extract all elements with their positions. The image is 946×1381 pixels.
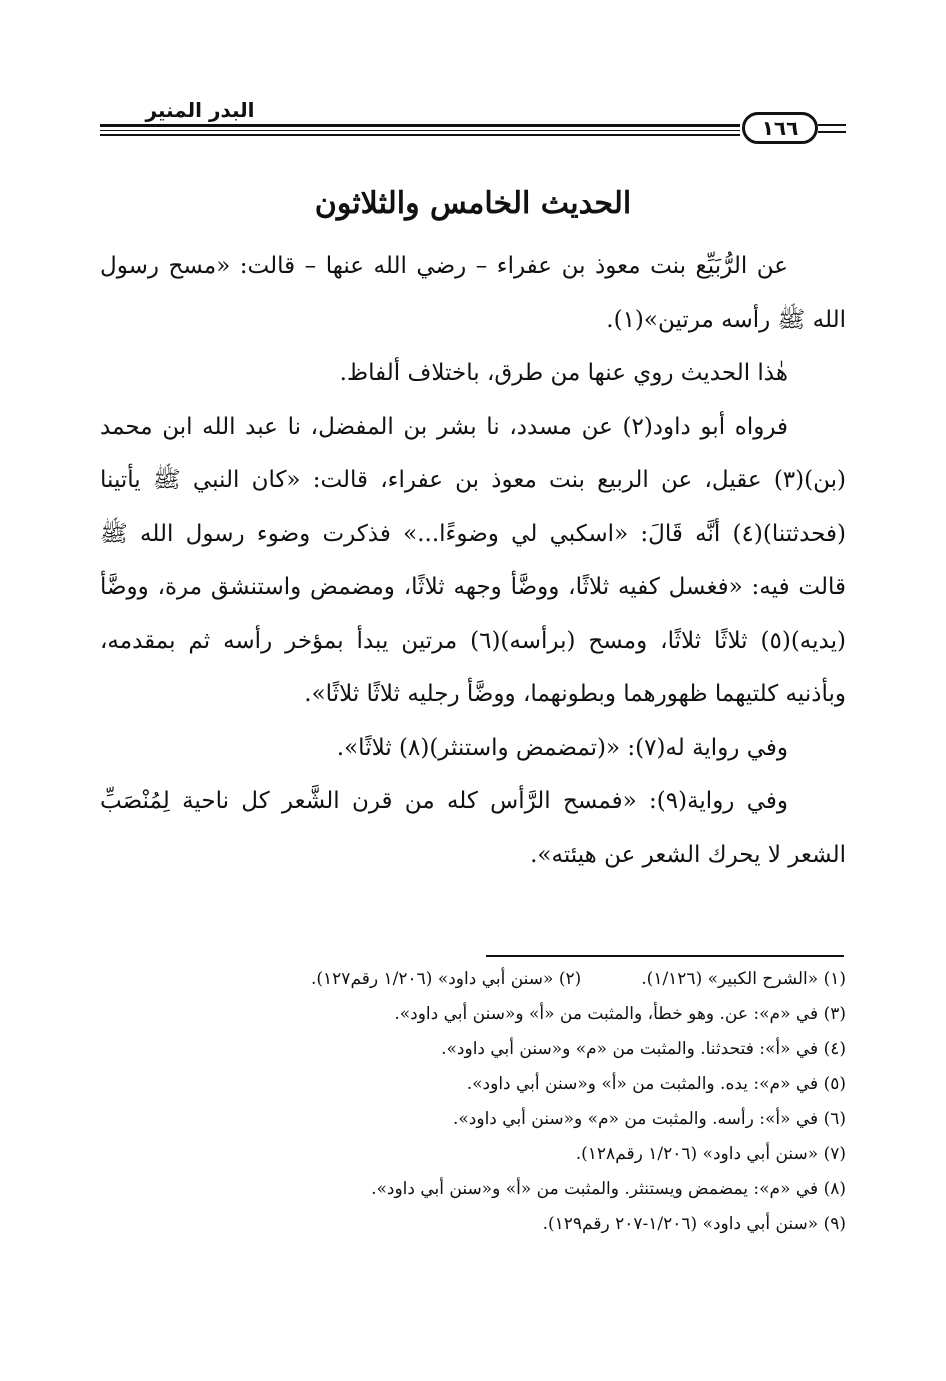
- footnote-row: [100, 962, 846, 997]
- page-number: ١٦٦: [742, 112, 818, 144]
- footnote: (١) «الشرح الكبير» (١/١٢٦).: [641, 969, 846, 989]
- footnote: (٩) «سنن أبي داود» (١/٢٠٦-٢٠٧ رقم١٢٩).: [542, 1214, 846, 1234]
- chapter-title: الحديث الخامس والثلاثون: [314, 186, 632, 221]
- header-rule: [100, 130, 740, 131]
- footnote-separator: [486, 955, 844, 957]
- footnote: (٦) في «أ»: رأسه. والمثبت من «م» و«سنن أبي داود».: [453, 1109, 846, 1129]
- footnotes: [100, 962, 846, 1242]
- header-rule: [100, 124, 740, 127]
- body-text: [100, 240, 846, 882]
- hadith-paragraph: عن الرُّبَيِّع بنت معوذ بن عفراء – رضي الله عنها – قالت: «مسح رسول الله ﷺ رأسه مرتين»(١).: [100, 253, 846, 333]
- body-paragraph: هٰذا الحديث روي عنها من طرق، باختلاف ألفاظ.: [339, 360, 788, 386]
- footnote: (٣) في «م»: عن. وهو خطأ، والمثبت من «أ» و«سنن أبي داود».: [394, 1004, 846, 1024]
- body-paragraph: وفي رواية له(٧): «(تمضمض واستنثر)(٨) ثلاثًا».: [336, 734, 788, 761]
- header-rule: [818, 124, 846, 126]
- footnote: (٤) في «أ»: فتحدثنا. والمثبت من «م» و«سنن أبي داود».: [441, 1039, 846, 1059]
- footnote: (٧) «سنن أبي داود» (١/٢٠٦ رقم١٢٨).: [575, 1144, 846, 1164]
- running-title: البدر المنير: [145, 98, 255, 122]
- footnote: (٥) في «م»: يده. والمثبت من «أ» و«سنن أبي داود».: [466, 1074, 846, 1094]
- body-paragraph: وفي رواية(٩): «فمسح الرَّأس كله من قرن الشَّعر كل ناحية لِمُنْصَبِّ الشعر لا يحرك الشعر عن هيئته».: [100, 788, 846, 868]
- footnote: (٢) «سنن أبي داود» (١/٢٠٦ رقم١٢٧).: [311, 969, 582, 989]
- header-rule: [818, 131, 846, 133]
- header-rule: [100, 134, 740, 136]
- body-paragraph: فرواه أبو داود(٢) عن مسدد، نا بشر بن المفضل، نا عبد الله ابن محمد (بن)(٣) عقيل، عن الربيع بنت معوذ بن عفراء، قالت: «كان النبي ﷺ يأتينا (فحدثتنا)(٤) أنَّه قَالَ: «اسكبي لي وضوءًا...» فذكرت وضوء رسول الله ﷺ قالت فيه: «فغسل كفيه ثلاثًا، ووضَّأ وجهه ثلاثًا، ومضمض واستنشق مرة، ووضَّأ (يديه)(٥) ثلاثًا ثلاثًا، ومسح (برأسه)(٦) مرتين يبدأ بمؤخر رأسه ثم بمقدمه، وبأذنيه كلتيهما ظهورهما وبطونهما، ووضَّأ رجليه ثلاثًا ثلاثًا».: [100, 413, 846, 707]
- footnote: (٨) في «م»: يمضمض ويستنثر. والمثبت من «أ» و«سنن أبي داود».: [371, 1179, 846, 1199]
